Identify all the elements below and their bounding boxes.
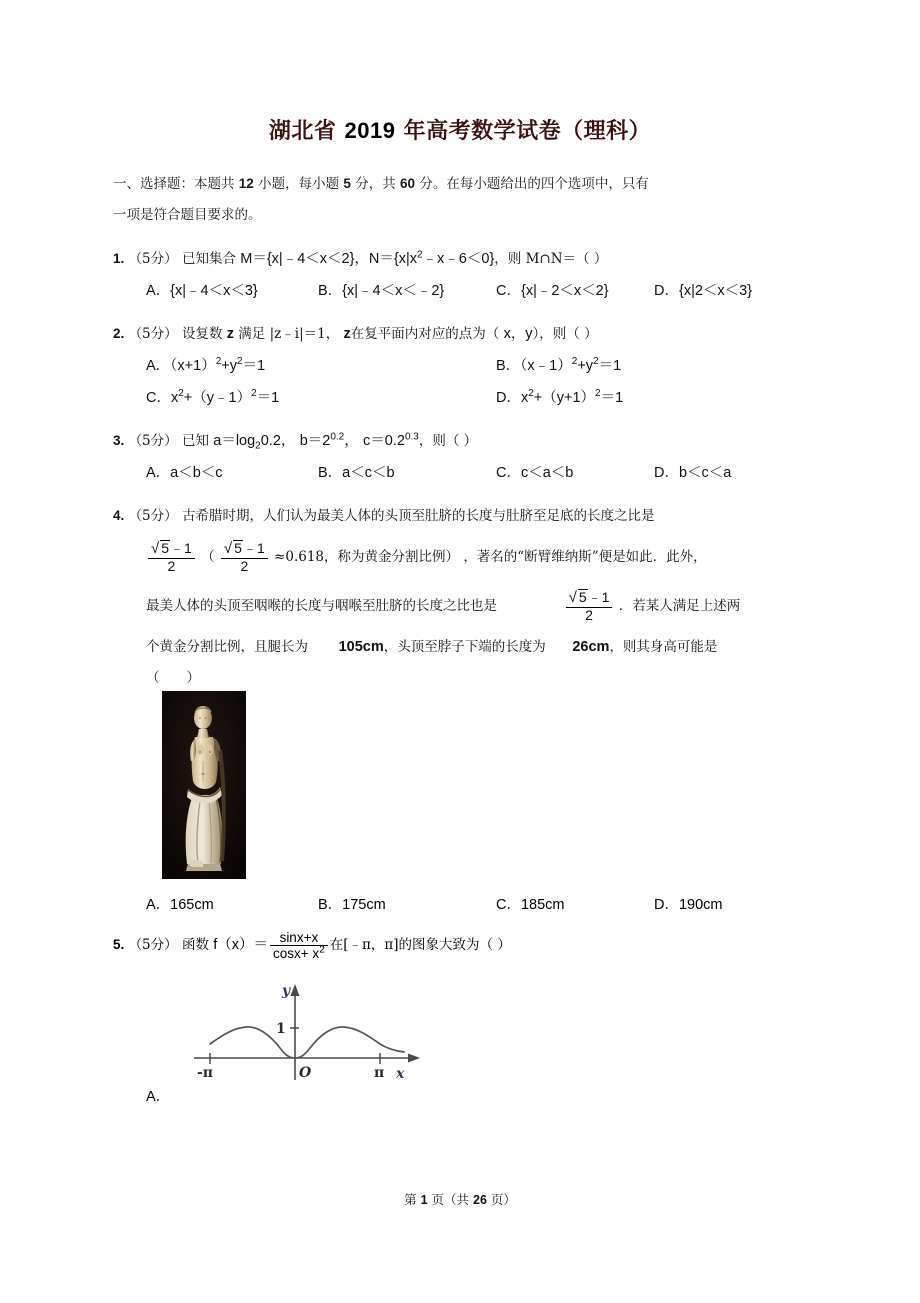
question-3-a-lead: a＝log [213, 433, 256, 449]
section-count: 12 [238, 176, 254, 191]
question-4-line-1 [113, 501, 811, 531]
question-4-number: 4. [113, 508, 125, 523]
question-1-option-a[interactable]: A．{x|﹣4＜x＜3} [146, 283, 258, 299]
question-3-c-lead: c＝0.2 [363, 433, 405, 449]
x-axis-arrow [408, 1054, 420, 1063]
page-title [0, 114, 920, 145]
section-mid2: 分，共 [355, 176, 396, 192]
question-1-stem [113, 244, 811, 274]
y-axis-arrow [291, 984, 300, 996]
denominator-2: 2 [240, 558, 249, 575]
question-1-option-c[interactable]: C．{x|﹣2＜x＜2} [496, 283, 609, 299]
question-4-text-4c: ，则其身高可能是 [609, 639, 718, 655]
xtick-label-minus-pi: -π [197, 1065, 214, 1081]
radicand-3: 5 [578, 589, 587, 606]
question-4-text-3a: 最美人体的头顶至咽喉的长度与咽喉至肚脐的长度之比也是 [146, 598, 497, 614]
x-axis-label: x [396, 1066, 405, 1082]
footer-prefix: 第 [404, 1192, 417, 1207]
question-2-options-row2 [146, 383, 811, 413]
section-per: 5 [343, 176, 351, 191]
xtick-label-pi: π [374, 1065, 385, 1081]
question-5-function-name: f（x）＝ [213, 937, 269, 954]
y-axis-label: y [282, 983, 291, 999]
question-4-text-2b: ≈0.618，称为黄金分割比例） [274, 549, 460, 565]
question-4-text-1: 古希腊时期，人们认为最美人体的头顶至肚脐的长度与肚脐至足底的长度之比是 [181, 508, 655, 524]
section-lead: 一、选择题：本题共 [113, 176, 235, 192]
question-3-b-lead: b＝2 [299, 433, 331, 449]
question-4-leg-length: 105cm [338, 639, 384, 655]
title-prefix: 湖北省 [268, 118, 337, 144]
question-1-option-d[interactable]: D．{x|2＜x＜3} [654, 283, 753, 299]
page-footer [0, 1190, 920, 1208]
question-1-math-1: M＝{x|﹣4＜x＜2}，N＝{x|x [240, 251, 417, 267]
question-3-stem-after: ，则（ [418, 433, 460, 449]
function-graph-option-a [180, 978, 430, 1096]
question-1 [113, 244, 811, 306]
question-5-stem-before: 函数 [181, 937, 209, 954]
question-1-stem-after: ，则 M∩N＝（ [494, 251, 590, 267]
radicand-1: 5 [161, 540, 170, 557]
section-header-line2: 一项是符合题目要求的。 [113, 207, 262, 223]
question-5-numerator: sinx+x [270, 930, 328, 946]
question-5-number: 5. [113, 937, 125, 953]
question-4-line-4 [146, 629, 811, 665]
question-4-paren-open: （ [201, 549, 215, 565]
question-3-a-val: 0.2， [260, 433, 296, 449]
question-5-stem-after: 在[﹣π，π]的图象大致为（ [329, 937, 494, 954]
question-3-a-sub: 2 [255, 440, 261, 452]
question-4-option-d[interactable]: D．190cm [654, 897, 723, 913]
question-2-marks: （5分） [128, 326, 178, 342]
question-4-options [146, 893, 723, 914]
curve-path [210, 1027, 404, 1058]
question-2 [113, 319, 811, 413]
question-1-option-b[interactable]: B．{x|﹣4＜x＜﹣2} [318, 283, 445, 299]
question-1-number: 1. [113, 251, 125, 266]
question-2-stem-close: ） [584, 326, 598, 342]
question-4-option-a[interactable]: A．165cm [146, 897, 214, 913]
origin-label: O [299, 1065, 312, 1081]
radical-tail-1: ﹣1 [170, 540, 192, 557]
question-2-stem-after: 在复平面内对应的点为（ [350, 326, 500, 342]
question-2-stem-before: 设复数 [181, 326, 223, 342]
question-3-options [146, 458, 811, 488]
denominator-3: 2 [585, 607, 593, 624]
question-4 [113, 501, 811, 691]
question-5-fraction [270, 930, 328, 961]
question-4-text-4a: 个黄金分割比例，且腿长为 [146, 639, 308, 655]
question-4-text-2c: ，著名的“断臂维纳斯”便是如此．此外， [463, 549, 707, 565]
question-5 [113, 930, 873, 961]
question-3-option-a[interactable]: A．a＜b＜c [146, 465, 223, 481]
question-4-text-3b: ．若某人满足上述两 [618, 598, 741, 614]
section-tail: 分。在每小题给出的四个选项中，只有 [419, 176, 649, 192]
question-3-b-exp: 0.2 [330, 431, 345, 443]
question-2-option-a[interactable]: A．$(x+1)^2+y^2=1$ [146, 356, 266, 374]
question-3-b-sep: ， [344, 433, 359, 449]
title-year: 2019 [344, 118, 396, 143]
question-5-stem-close: ） [497, 937, 511, 954]
question-4-neck-length: 26cm [572, 639, 610, 655]
question-2-option-c[interactable]: C．$x^2+(y﹣1)^2=1$ [146, 388, 280, 406]
question-3-option-c[interactable]: C．c＜a＜b [496, 465, 574, 481]
footer-total-pages: 26 [473, 1193, 487, 1207]
golden-ratio-fraction-2: $\frac{√ 5﹣1}{2}$ [221, 540, 268, 574]
question-1-math-2: ﹣x﹣6＜0} [422, 251, 495, 267]
title-suffix: 年高考数学试卷（理科） [403, 118, 652, 144]
question-2-options-row1 [146, 351, 811, 381]
question-3-stem-close: ） [463, 433, 478, 449]
question-2-option-d[interactable]: D．$x^2+(y+1)^2=1$ [496, 388, 624, 406]
radical-tail-2: ﹣1 [242, 540, 265, 557]
question-5-option-a-label[interactable]: A． [146, 1089, 171, 1105]
question-2-option-b[interactable]: B．$(x﹣1)^2+y^2=1$ [496, 356, 622, 374]
document-body [113, 168, 811, 691]
footer-suffix: 页） [490, 1192, 516, 1207]
golden-ratio-fraction-1: $\frac{√ 5﹣1}{2}$ [148, 540, 195, 574]
question-4-line-2 [146, 531, 811, 583]
footer-page-number: 1 [420, 1193, 428, 1207]
question-4-marks: （5分） [128, 508, 178, 524]
question-2-number: 2. [113, 326, 125, 341]
question-2-stem [113, 319, 811, 349]
question-3-stem-before: 已知 [181, 433, 209, 449]
radical-tail-3: ﹣1 [587, 589, 610, 606]
question-2-stem-mid: 满足 |z﹣i|＝1， [238, 326, 340, 342]
question-2-stem-tail: ），则（ [532, 326, 580, 342]
question-3-stem [113, 426, 811, 456]
section-total: 60 [400, 176, 416, 191]
question-1-stem-close: ） [593, 251, 608, 267]
question-2-var-z2: z [343, 326, 351, 342]
question-4-option-c[interactable]: C．185cm [496, 897, 565, 913]
question-5-marks: （5分） [128, 937, 178, 954]
question-1-exponent: 2 [417, 249, 423, 261]
question-1-marks: （5分） [128, 251, 178, 267]
question-4-answer-blank: （ ） [146, 670, 200, 686]
question-2-point: x，y [503, 326, 533, 342]
question-2-var-z1: z [226, 326, 234, 342]
question-3-option-b[interactable]: B．a＜c＜b [318, 465, 395, 481]
question-4-line-3 [146, 583, 811, 629]
footer-mid: 页（共 [431, 1192, 470, 1207]
section-header [113, 168, 811, 200]
question-3-number: 3. [113, 433, 125, 448]
golden-ratio-fraction-3: $\frac{√ 5﹣1}{2}$ [566, 589, 613, 623]
question-3-option-d[interactable]: D．b＜c＜a [654, 465, 732, 481]
question-1-stem-before: 已知集合 [181, 251, 236, 267]
denominator-1: 2 [167, 558, 176, 575]
question-5-denominator: $\cos x+ x^2$ [273, 944, 325, 962]
question-4-text-4b: ，头顶至脖子下端的长度为 [383, 639, 546, 655]
ytick-label-1: 1 [276, 1021, 286, 1037]
question-4-option-b[interactable]: B．175cm [318, 897, 386, 913]
question-3 [113, 426, 811, 488]
question-1-options [146, 276, 811, 306]
section-mid1: 小题，每小题 [258, 176, 340, 192]
radicand-2: 5 [234, 540, 242, 557]
question-3-c-exp: 0.3 [404, 431, 419, 443]
venus-de-milo-image [162, 691, 246, 879]
question-3-marks: （5分） [128, 433, 178, 449]
